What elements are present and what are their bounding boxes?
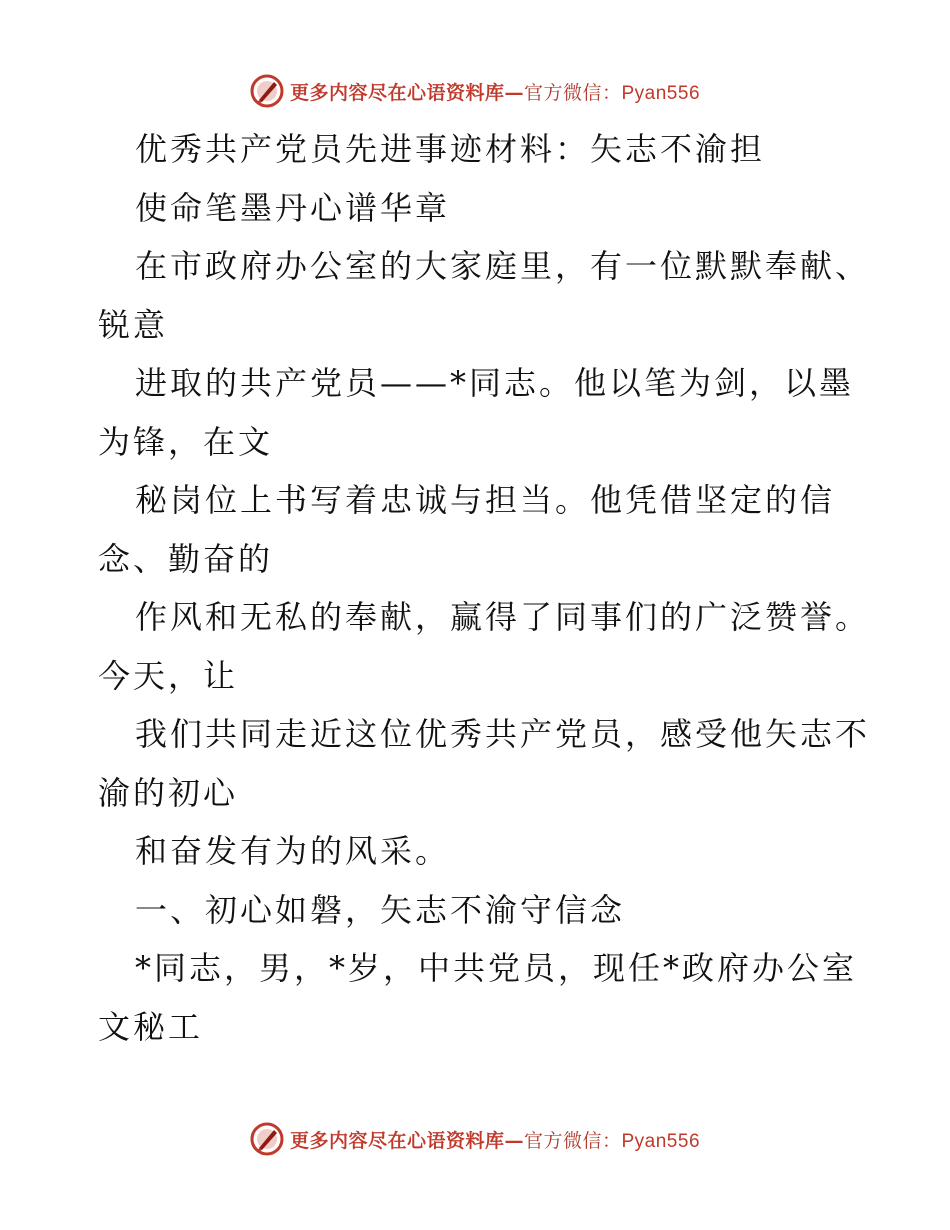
text-line: *同志，男，*岁，中共党员，现任*政府办公室 — [135, 949, 858, 987]
watermark-wechat-id: Pyan556 — [621, 82, 701, 104]
text-line: 锐意 — [98, 305, 169, 344]
watermark-main: 更多内容尽在心语资料库 — [289, 81, 505, 104]
watermark-main: 更多内容尽在心语资料库 — [289, 1129, 505, 1152]
text-line: 和奋发有为的风采。 — [135, 832, 451, 870]
pen-logo-icon — [250, 1122, 284, 1156]
watermark-text — [290, 1126, 700, 1153]
text-line: 一、初心如磐，矢志不渝守信念 — [135, 890, 626, 929]
text-line: 优秀共产党员先进事迹材料：矢志不渝担 — [135, 130, 766, 168]
header-watermark — [0, 71, 950, 111]
text-line: 念、勤奋的 — [98, 539, 274, 578]
text-line: 文秘工 — [98, 1007, 204, 1046]
text-line: 进取的共产党员——*同志。他以笔为剑，以墨 — [135, 364, 855, 402]
pen-logo-icon — [250, 74, 284, 108]
document-body — [98, 120, 871, 1056]
watermark-text — [290, 78, 700, 105]
watermark-wechat-label: 官方微信： — [523, 81, 622, 104]
text-line: 使命笔墨丹心谱华章 — [135, 188, 451, 227]
text-line: 渝的初心 — [98, 773, 239, 812]
text-line: 秘岗位上书写着忠诚与担当。他凭借坚定的信 — [135, 481, 836, 519]
text-line: 在市政府办公室的大家庭里，有一位默默奉献、 — [135, 247, 871, 285]
text-line: 我们共同走近这位优秀共产党员，感受他矢志不 — [135, 715, 871, 753]
watermark-wechat-id: Pyan556 — [621, 1130, 701, 1152]
watermark-dash: — — [504, 1129, 524, 1152]
watermark-wechat-label: 官方微信： — [523, 1129, 622, 1152]
text-line: 作风和无私的奉献，赢得了同事们的广泛赞誉。 — [135, 598, 871, 636]
text-line: 今天，让 — [98, 656, 239, 695]
watermark-dash: — — [504, 81, 524, 104]
text-line: 为锋，在文 — [98, 422, 274, 461]
footer-watermark — [0, 1119, 950, 1159]
